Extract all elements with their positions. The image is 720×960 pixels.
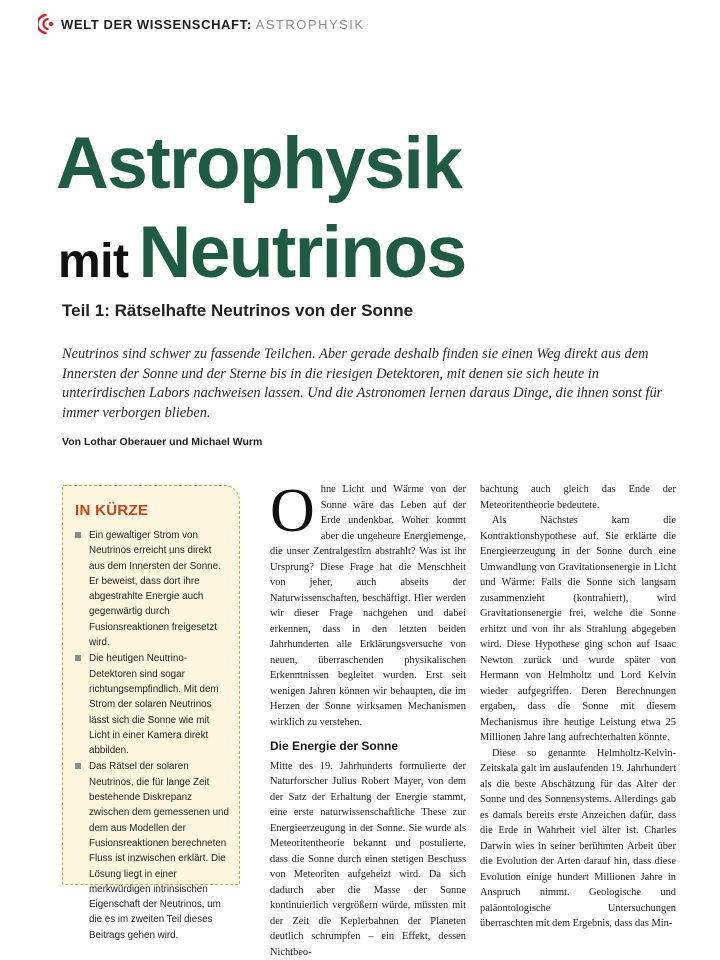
article-title-line1: Astrophysik	[56, 123, 462, 204]
body-column-3	[480, 482, 676, 932]
body-column-2	[270, 477, 466, 960]
in-brief-item-text: Ein gewaltiger Strom von Neutrinos erreicht uns direkt aus dem Innersten der Sonne. Er beweist, dass dort ihre abgestrahlte Energie auch gegenwärtig durch Fusionsreaktionen freigesetzt wird.	[89, 530, 221, 649]
in-brief-item	[75, 651, 229, 758]
article-authors: Von Lothar Oberauer und Michael Wurm	[62, 436, 263, 448]
magazine-logo-icon	[38, 13, 55, 35]
article-title-line2	[58, 212, 466, 293]
title-mit: mit	[58, 235, 129, 288]
in-brief-box	[62, 485, 240, 941]
square-bullet-icon	[75, 655, 81, 661]
article-lead: Neutrinos sind schwer zu fassende Teilchen. Aber gerade deshalb finden sie einen Weg direkt aus dem Innersten der Sonne und der Sterne bis in die riesigen Detektoren, mit denen sie sich heute in unterirdischen Labors nachweisen lassen. Und die Astronomen lernen daraus Dinge, die ihnen sonst für immer verborgen blieben.	[62, 346, 663, 421]
square-bullet-icon	[75, 763, 81, 769]
in-brief-item-text: Das Rätsel der solaren Neutrinos, die für lange Zeit bestehende Diskrepanz zwischen dem gemessenen und dem aus Modellen der Fusionsreaktionen berechneten Fluss ist inzwischen erklärt. Die Lösung liegt in einer merkwürdigen intrinsischen Eigenschaft der Neutrinos, um die es im zweiten Teil dieses Beitrags gehen wird.	[89, 761, 229, 941]
header-section-label: WELT DER WISSENSCHAFT:	[61, 16, 252, 32]
section-heading-energy: Die Energie der Sonne	[270, 739, 399, 753]
body-paragraph-text: hne Licht und Wärme von der Sonne wäre das Leben auf der Erde undenkbar. Woher kommt aber die ungeheure Energiemenge, die unser Zentralgestirn abstrahlt? Was ist ihr Ursprung? Diese Frage hat die Menschheit von jeher, auch abseits der Naturwissenschaften, beschäftigt. Hier werden wir dieser Frage nachgehen und dabei erkennen, dass in den letzten beiden Jahrhunderten alle Erklärungsversuche von neuen, überraschenden physikalischen Erkenntnissen begleitet wurden. Erst seit wenigen Jahren können wir behaupten, die im Herzen der Sonne wirksamen Mechanismen wirklich zu verstehen.	[270, 484, 466, 728]
in-brief-list	[75, 528, 229, 943]
in-brief-item	[75, 759, 229, 943]
body-paragraph: Als Nächstes kam die Kontraktionshypothese auf. Sie erklärte die Energieerzeugung in der Sonne durch eine Umwandlung von Gravitationsenergie in Licht und Wärme: Falls die Sonne sich langsam zusammenzieht (kontrahiert), wird Gravitationsenergie frei, welche die Sonne erhitzt und von ihr als Strahlung abgegeben wird. Diese Hypothese ging schon auf Isaac Newton zurück und wurde später von Hermann von Helmholtz und Lord Kelvin wieder aufgegriffen. Deren Berechnungen ergaben, dass die Sonne mit diesem Mechanismus ihre heutige Leistung etwa 25 Millionen Jahre lang aufrechterhalten könnte.	[480, 515, 676, 743]
body-paragraph	[270, 477, 466, 730]
article-subtitle: Teil 1: Rätselhafte Neutrinos von der Sonne	[62, 301, 414, 320]
in-brief-item-text: Die heutigen Neutrino-Detektoren sind sogar richtungsempfindlich. Mit dem Strom der solaren Neutrinos lässt sich die Sonne wie mit Licht in einer Kamera direkt abbilden.	[89, 653, 219, 757]
title-neutrinos: Neutrinos	[138, 212, 466, 293]
body-paragraph: Mitte des 19. Jahrhunderts formulierte der Naturforscher Julius Robert Mayer, von dem der Satz der Erhaltung der Energie stammt, eine erste naturwissenschaftliche These zur Energieerzeugung in der Sonne. Sie wurde als Meteoritentheorie bekannt und postulierte, dass die Sonne durch einen stetigen Beschuss von Meteoriten aufgeheizt wird. Da sich dadurch aber die Masse der Sonne kontinuierlich vergrößern würde, müssten mit der Zeit die Keplerbahnen der Planeten deutlich schrumpfen – ein Effekt, dessen Nichtbeo-	[270, 760, 466, 958]
square-bullet-icon	[75, 532, 81, 538]
body-paragraph: bachtung auch gleich das Ende der Meteoritentheorie bedeutete.	[480, 484, 676, 511]
in-brief-title: IN KÜRZE	[75, 502, 149, 519]
header-topic-label: ASTROPHYSIK	[255, 16, 365, 32]
body-paragraph: Diese so genannte Helmholtz-Kelvin-Zeitskala galt im auslaufenden 19. Jahrhundert als die beste Abschätzung für das Alter der Sonne und des Sonnensystems. Allerdings gab es damals bereits erste Anzeichen dafür, dass die Erde in Wahrheit viel älter ist. Charles Darwin wies in seiner berühmten Arbeit über die Evolution der Arten darauf hin, dass diese Evolution einige hundert Millionen Jahre in Anspruch nimmt. Geologische und paläontologische Untersuchungen überraschten mit dem Ergebnis, dass das Min-	[480, 747, 676, 929]
page-header	[38, 13, 365, 35]
drop-cap: O	[270, 477, 315, 545]
in-brief-item	[75, 528, 229, 650]
